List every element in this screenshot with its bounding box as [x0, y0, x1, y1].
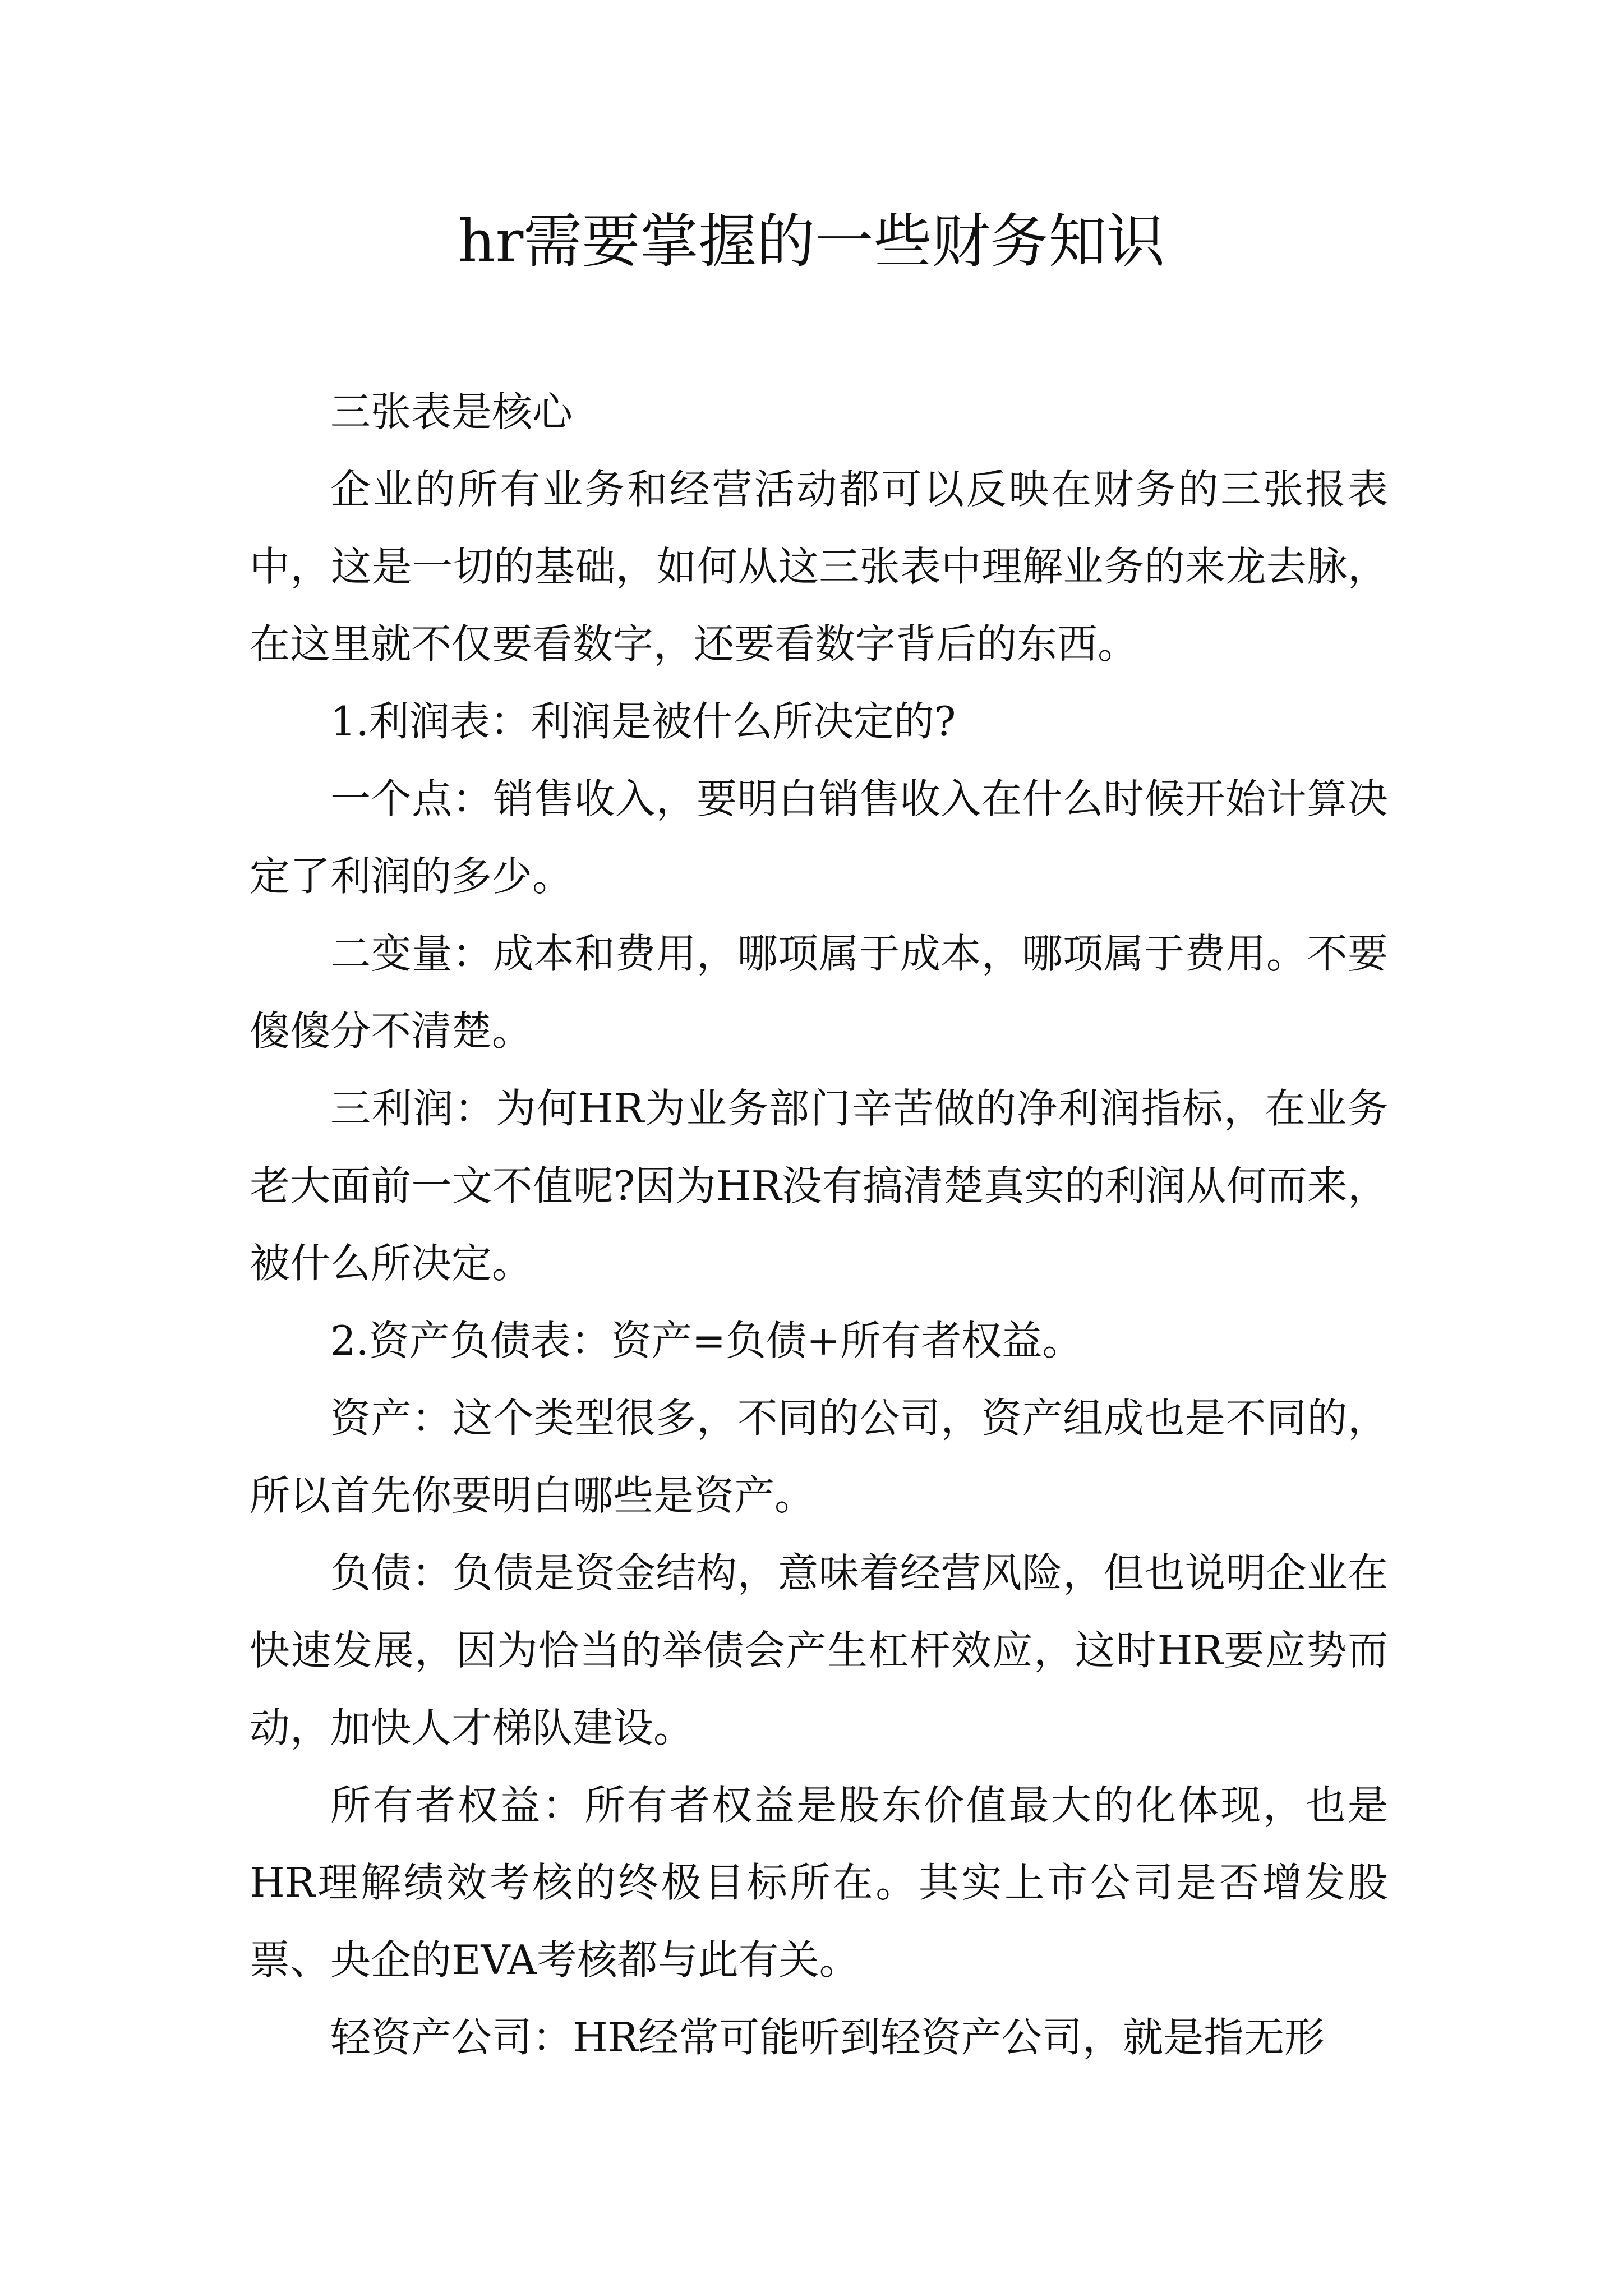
paragraph: 三张表是核心 [330, 388, 573, 435]
paragraph: 1.利润表：利润是被什么所决定的? [330, 698, 956, 745]
paragraph: 三利润：为何HR为业务部门辛苦做的净利润指标，在业务老大面前一文不值呢?因为HR没有搞清楚真实的利润从何而来，被什么所决定。 [250, 1085, 1388, 1287]
paragraph: 资产：这个类型很多，不同的公司，资产组成也是不同的，所以首先你要明白哪些是资产。 [250, 1395, 1388, 1519]
document-body [250, 373, 1388, 2076]
paragraph: 所有者权益：所有者权益是股东价值最大的化体现，也是HR理解绩效考核的终极目标所在。其实上市公司是否增发股票、央企的EVA考核都与此有关。 [250, 1782, 1388, 1984]
document-title: hr需要掌握的一些财务知识 [458, 207, 1165, 275]
paragraph: 二变量：成本和费用，哪项属于成本，哪项属于费用。不要傻傻分不清楚。 [250, 930, 1388, 1055]
paragraph: 2.资产负债表：资产=负债+所有者权益。 [330, 1317, 1083, 1364]
paragraph: 轻资产公司：HR经常可能听到轻资产公司，就是指无形 [330, 2014, 1325, 2061]
paragraph: 负债：负债是资金结构，意味着经营风险，但也说明企业在快速发展，因为恰当的举债会产生杠杆效应，这时HR要应势而动，加快人才梯队建设。 [250, 1549, 1388, 1751]
paragraph: 一个点：销售收入，要明白销售收入在什么时候开始计算决定了利润的多少。 [250, 775, 1388, 900]
paragraph: 企业的所有业务和经营活动都可以反映在财务的三张报表中，这是一切的基础，如何从这三张表中理解业务的来龙去脉，在这里就不仅要看数字，还要看数字背后的东西。 [250, 466, 1388, 668]
